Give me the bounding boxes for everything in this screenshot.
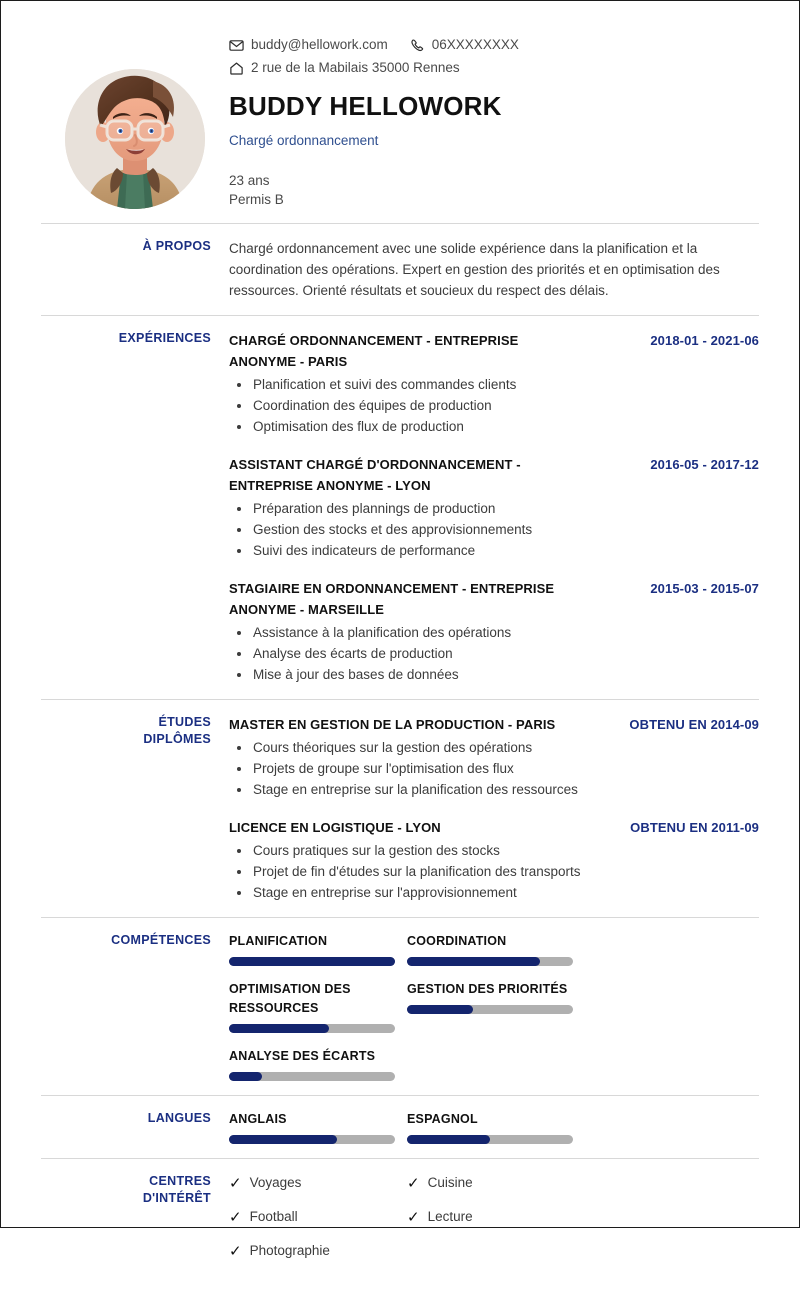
- skill-name: OPTIMISATION DES RESSOURCES: [229, 982, 351, 1015]
- section-about: [41, 223, 759, 315]
- skill-name: GESTION DES PRIORITÉS: [407, 982, 568, 996]
- language-bar-fill: [407, 1135, 490, 1144]
- section-label-interests-line1: CENTRES: [149, 1174, 211, 1188]
- skill-item: [407, 932, 585, 966]
- interest-label: Cuisine: [427, 1175, 473, 1190]
- languages-body: [229, 1096, 759, 1158]
- skill-bar-fill: [229, 1024, 329, 1033]
- section-interests: [41, 1158, 759, 1289]
- skill-bar-track: [229, 1072, 395, 1081]
- contact-row-address: [229, 58, 759, 78]
- list-item: Stage en entreprise sur l'approvisionnement: [229, 882, 759, 903]
- education-entry: [229, 714, 759, 800]
- list-item: Mise à jour des bases de données: [229, 664, 759, 685]
- language-name: ANGLAIS: [229, 1112, 287, 1126]
- language-bar-track: [229, 1135, 395, 1144]
- section-label-education-line2: DIPLÔMES: [143, 732, 211, 746]
- experiences-body: [229, 316, 759, 699]
- interest-item: [229, 1207, 407, 1227]
- avatar-column: [41, 31, 229, 209]
- education-title: MASTER EN GESTION DE LA PRODUCTION - PARIS: [229, 717, 556, 732]
- skill-bar-fill: [229, 1072, 262, 1081]
- skill-name: PLANIFICATION: [229, 934, 328, 948]
- skill-name: COORDINATION: [407, 934, 507, 948]
- section-education: [41, 699, 759, 917]
- page-title: BUDDY HELLOWORK: [229, 91, 502, 121]
- list-item: Projets de groupe sur l'optimisation des flux: [229, 758, 759, 779]
- contact-row-primary: [229, 35, 759, 55]
- skill-bar-fill: [229, 957, 395, 966]
- skill-item: [229, 932, 407, 966]
- contact-phone[interactable]: [410, 35, 519, 55]
- section-experiences: [41, 315, 759, 699]
- experience-title: CHARGÉ ORDONNANCEMENT - ENTREPRISE ANONYME - PARIS: [229, 333, 519, 369]
- section-label-about: À PROPOS: [142, 239, 211, 253]
- experience-entry: [229, 578, 759, 685]
- experience-header: [229, 454, 759, 496]
- list-item: Préparation des plannings de production: [229, 498, 759, 519]
- section-label-languages: LANGUES: [147, 1111, 211, 1125]
- section-languages: [41, 1095, 759, 1158]
- experience-bullets: [229, 622, 759, 685]
- skill-bar-track: [229, 1024, 395, 1033]
- interests-grid: [229, 1173, 759, 1275]
- envelope-icon: [229, 38, 244, 53]
- skill-item: [229, 1047, 407, 1081]
- education-bullets: [229, 840, 759, 903]
- check-icon: ✓: [229, 1208, 242, 1226]
- list-item: Optimisation des flux de production: [229, 416, 759, 437]
- experience-header: [229, 578, 759, 620]
- home-icon: [229, 61, 244, 76]
- age-text: 23 ans: [229, 173, 270, 188]
- check-icon: ✓: [407, 1208, 420, 1226]
- skills-body: [229, 918, 759, 1095]
- skill-item: [407, 980, 585, 1047]
- phone-icon: [410, 38, 425, 53]
- experience-date: 2018-01 - 2021-06: [650, 333, 759, 348]
- education-header: [229, 817, 759, 838]
- check-icon: ✓: [229, 1242, 242, 1260]
- job-title: Chargé ordonnancement: [229, 133, 379, 148]
- interests-body: [229, 1159, 759, 1289]
- interest-label: Lecture: [427, 1209, 473, 1224]
- list-item: Suivi des indicateurs de performance: [229, 540, 759, 561]
- section-label-skills: COMPÉTENCES: [111, 933, 211, 947]
- list-item: Cours pratiques sur la gestion des stocks: [229, 840, 759, 861]
- header-details: [229, 31, 759, 209]
- skill-bar-track: [407, 957, 573, 966]
- resume-header: [41, 31, 759, 223]
- skills-grid: [229, 932, 759, 1081]
- language-item: [407, 1110, 585, 1144]
- check-icon: ✓: [229, 1174, 242, 1192]
- education-title: LICENCE EN LOGISTIQUE - LYON: [229, 820, 441, 835]
- education-date: OBTENU EN 2011-09: [630, 820, 759, 835]
- experience-bullets: [229, 374, 759, 437]
- list-item: Stage en entreprise sur la planification des ressources: [229, 779, 759, 800]
- phone-text: 06XXXXXXXX: [431, 37, 519, 52]
- email-text: buddy@hellowork.com: [251, 37, 388, 52]
- list-item: Planification et suivi des commandes clients: [229, 374, 759, 395]
- skill-name: ANALYSE DES ÉCARTS: [229, 1049, 376, 1063]
- education-bullets: [229, 737, 759, 800]
- experience-date: 2016-05 - 2017-12: [650, 457, 759, 472]
- skill-item: [229, 980, 407, 1033]
- skill-bar-fill: [407, 957, 540, 966]
- license-text: Permis B: [229, 192, 284, 207]
- avatar-illustration: [65, 69, 205, 209]
- section-label-education-line1: ÉTUDES: [158, 715, 211, 729]
- experience-entry: [229, 454, 759, 561]
- list-item: Cours théoriques sur la gestion des opérations: [229, 737, 759, 758]
- education-header: [229, 714, 759, 735]
- list-item: Assistance à la planification des opérations: [229, 622, 759, 643]
- experience-entry: [229, 330, 759, 437]
- about-text: Chargé ordonnancement avec une solide expérience dans la planification et la coordination des opérations. Expert en gestion des priorités et en optimisation des ressources. Orienté résultats et soucieux du respect des délais.: [229, 241, 720, 298]
- skill-bar-track: [407, 1005, 573, 1014]
- language-bar-fill: [229, 1135, 337, 1144]
- languages-grid: [229, 1110, 759, 1144]
- education-body: [229, 700, 759, 917]
- section-label-experiences: EXPÉRIENCES: [118, 331, 211, 345]
- interest-item: [229, 1173, 407, 1193]
- section-label-interests-line2: D'INTÉRÊT: [142, 1191, 211, 1205]
- section-label-education: [41, 700, 229, 748]
- address-text: 2 rue de la Mabilais 35000 Rennes: [251, 60, 460, 75]
- experience-header: [229, 330, 759, 372]
- experience-title: STAGIAIRE EN ORDONNANCEMENT - ENTREPRISE ANONYME - MARSEILLE: [229, 581, 555, 617]
- interest-label: Football: [249, 1209, 298, 1224]
- experience-title: ASSISTANT CHARGÉ D'ORDONNANCEMENT - ENTREPRISE ANONYME - LYON: [229, 457, 521, 493]
- contact-email[interactable]: [229, 35, 388, 55]
- list-item: Analyse des écarts de production: [229, 643, 759, 664]
- language-bar-track: [407, 1135, 573, 1144]
- interest-item: [407, 1207, 585, 1227]
- avatar: [65, 69, 205, 209]
- education-entry: [229, 817, 759, 903]
- list-item: Coordination des équipes de production: [229, 395, 759, 416]
- skill-bar-fill: [407, 1005, 473, 1014]
- about-body: [229, 224, 759, 315]
- list-item: Projet de fin d'études sur la planification des transports: [229, 861, 759, 882]
- education-date: OBTENU EN 2014-09: [629, 717, 759, 732]
- interest-label: Photographie: [249, 1243, 330, 1258]
- skill-bar-track: [229, 957, 395, 966]
- language-name: ESPAGNOL: [407, 1112, 478, 1126]
- section-skills: [41, 917, 759, 1095]
- interest-item: [407, 1173, 585, 1193]
- list-item: Gestion des stocks et des approvisionnements: [229, 519, 759, 540]
- experience-date: 2015-03 - 2015-07: [650, 581, 759, 596]
- experience-bullets: [229, 498, 759, 561]
- interest-item: [229, 1241, 407, 1261]
- section-label-interests: [41, 1159, 229, 1207]
- interest-label: Voyages: [249, 1175, 302, 1190]
- resume-sheet: [1, 1, 799, 1260]
- contact-address[interactable]: [229, 58, 460, 78]
- language-item: [229, 1110, 407, 1144]
- check-icon: ✓: [407, 1174, 420, 1192]
